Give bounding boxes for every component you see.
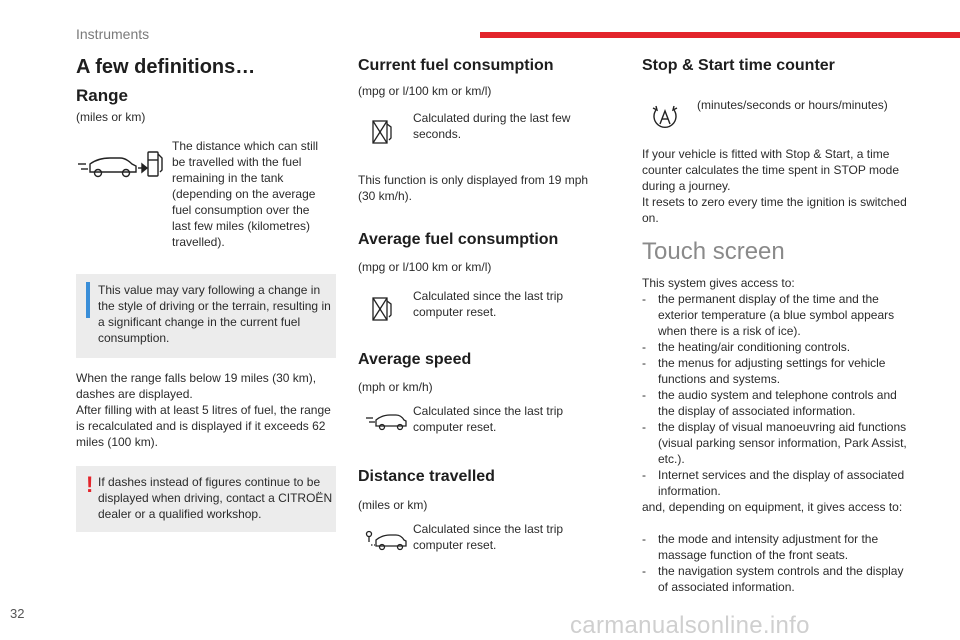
range-units: (miles or km) [76,110,146,124]
stop-start-text: If your vehicle is fitted with Stop & Start, a time counter calculates the time spent in STOP mode during a journey. It resets to zero every time the ignition is switched on. [642,147,907,225]
list-item: - the audio system and telephone controls and the display of associated information. [642,387,912,419]
touch-screen-list-2 [642,531,912,595]
car-distance-icon [364,528,408,552]
current-fuel-note: This function is only displayed from 19 mph (30 km/h). [358,173,589,203]
current-fuel-description: Calculated during the last few seconds. [413,111,571,141]
list-item: - the heating/air conditioning controls. [642,339,912,355]
page-number: 32 [10,606,25,621]
section-accent-bar [480,32,960,38]
info-note-box [76,274,336,358]
stop-start-heading: Stop & Start time counter [642,57,835,74]
range-text: When the range falls below 19 miles (30 km), dashes are displayed. After filling with at least 5 litres of fuel, the range is recalculated and is displayed if it exceeds 62 miles (100 km). [76,371,331,449]
car-fuel-pump-icon [76,146,166,186]
average-fuel-description: Calculated since the last trip computer reset. [413,289,564,319]
range-description: The distance which can still be travelled with the fuel remaining in the tank (depending on the average fuel consumption over the last few miles (kilometres) travelled). [172,139,319,249]
range-heading: Range [76,86,128,105]
info-icon [86,282,90,318]
warning-note-box [76,466,336,532]
touch-screen-intro: This system gives access to: [642,276,795,290]
list-item: - the permanent display of the time and the exterior temperature (a blue symbol appears when there is a risk of ice). [642,291,912,339]
stop-start-icon [650,102,680,132]
distance-heading: Distance travelled [358,468,495,485]
touch-screen-list [642,291,912,499]
current-fuel-heading: Current fuel consumption [358,57,554,74]
watermark: carmanualsonline.info [570,612,810,639]
fuel-pump-icon [371,295,393,323]
page-title: A few definitions… [76,56,256,78]
list-item: - the display of visual manoeuvring aid functions (visual parking sensor information, Park Assist, etc.). [642,419,912,467]
list-item: - Internet services and the display of associated information. [642,467,912,499]
list-item: - the navigation system controls and the display of associated information. [642,563,912,595]
stop-start-units: (minutes/seconds or hours/minutes) [697,98,888,112]
warning-icon: ! [86,472,94,497]
average-speed-description: Calculated since the last trip computer reset. [413,404,564,434]
warning-note-text: If dashes instead of figures continue to be displayed when driving, contact a CITROËN dealer or a qualified workshop. [98,475,333,521]
list-item: - the mode and intensity adjustment for the massage function of the front seats. [642,531,912,563]
average-fuel-heading: Average fuel consumption [358,231,559,248]
touch-screen-heading: Touch screen [642,238,785,265]
average-speed-units: (mph or km/h) [358,380,433,394]
current-fuel-units: (mpg or l/100 km or km/l) [358,84,492,98]
fuel-pump-icon [371,118,393,146]
car-speed-icon [364,408,408,432]
info-note-text: This value may vary following a change in the style of driving or the terrain, resulting in a significant change in the current fuel consumption. [98,283,331,345]
list-item: - the menus for adjusting settings for vehicle functions and systems. [642,355,912,387]
average-speed-heading: Average speed [358,351,472,368]
distance-units: (miles or km) [358,498,428,512]
touch-screen-middle: and, depending on equipment, it gives access to: [642,500,903,514]
distance-description: Calculated since the last trip computer reset. [413,522,564,552]
average-fuel-units: (mpg or l/100 km or km/l) [358,260,492,274]
section-title: Instruments [76,26,150,42]
